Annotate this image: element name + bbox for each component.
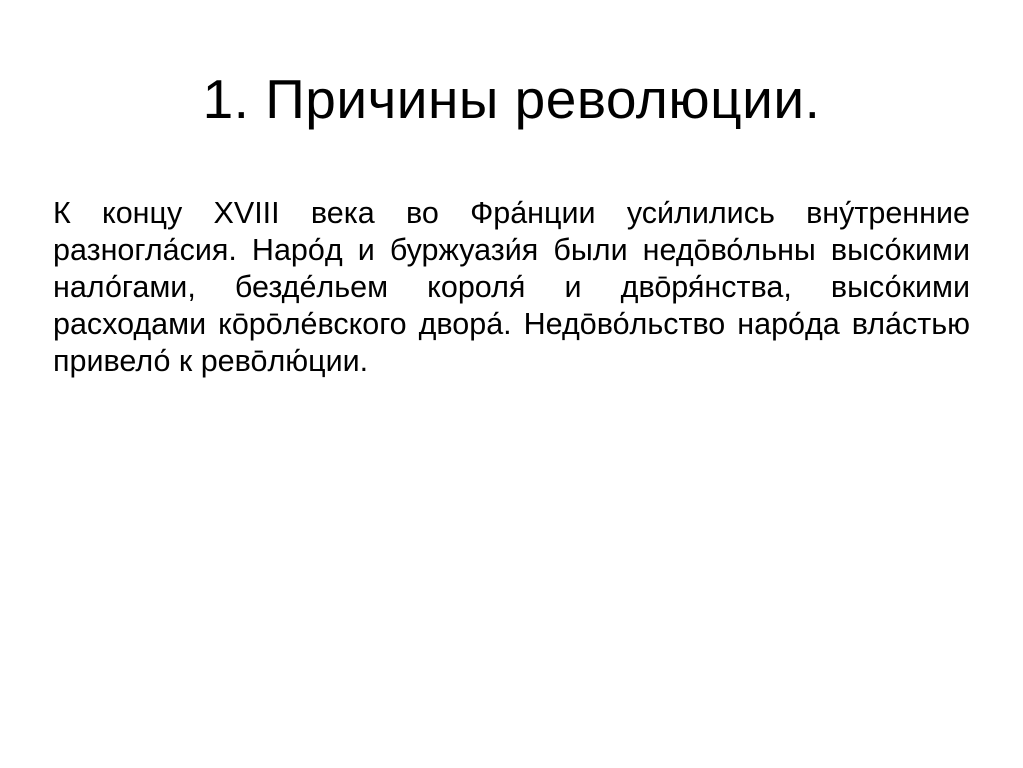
slide-title: 1. Причины революции.: [202, 68, 821, 130]
slide-body-text: К концу XVIII века во Фра́нции уси́лились вну́тренние разногла́сия. Наро́д и буржуази́я были недо̄во́льны высо́кими нало́гами, безде́льем короля́ и дво̄ря́нства, высо́кими расходами ко̄ро̄ле́вского двора́. Недо̄во́льство наро́да вла́стью привело́ к рево̄лю́ции.: [53, 196, 970, 378]
